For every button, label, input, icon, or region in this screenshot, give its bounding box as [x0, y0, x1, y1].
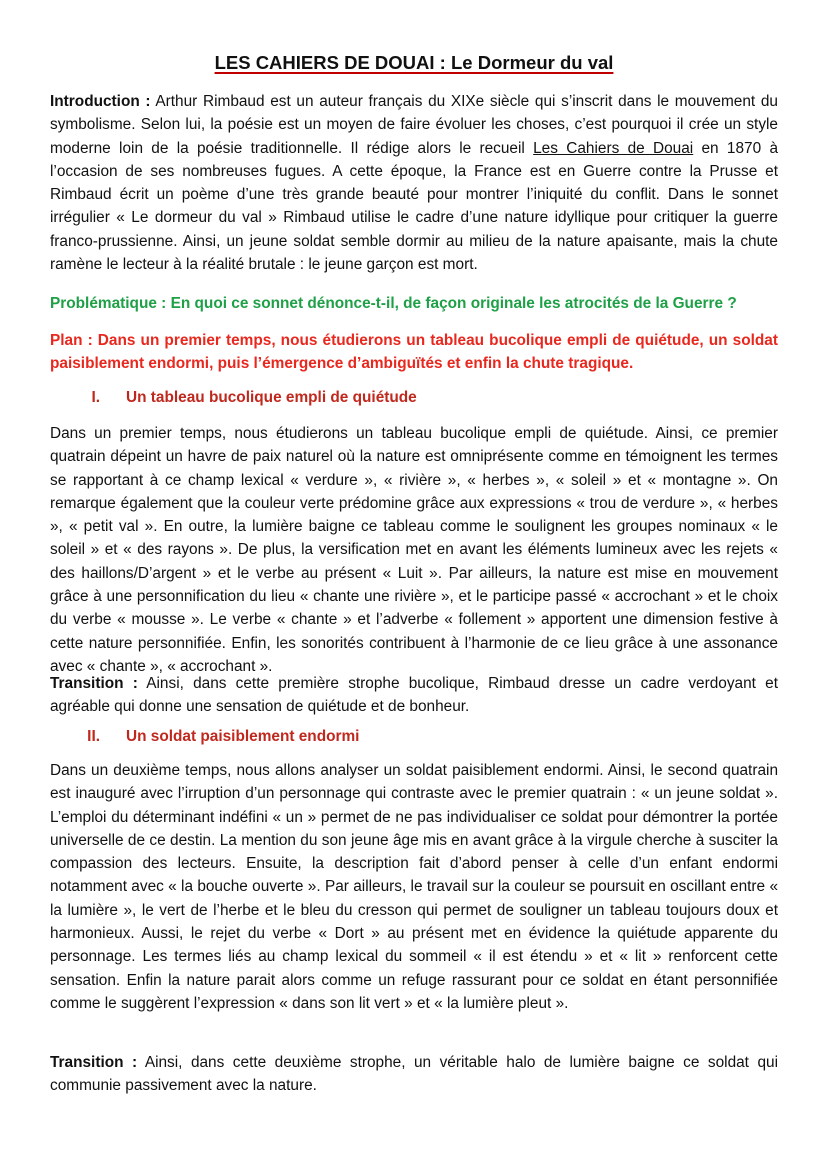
- section-2-transition: [50, 1051, 778, 1098]
- intro-label: Introduction :: [50, 93, 151, 110]
- transition-1-text: Ainsi, dans cette première strophe bucolique, Rimbaud dresse un cadre verdoyant et agréable qui donne une sensation de quiétude et de bonheur.: [50, 675, 778, 716]
- section-1-number: I.: [91, 389, 100, 406]
- intro-text-after: en 1870 à l’occasion de ses nombreuses fugues. A cette époque, la France est en Guerre contre la Prusse et Rimbaud écrit un poème d’une très grande beauté pour montrer l’iniquité du conflit. Dans le sonnet irrégulier « Le dormeur du val » Rimbaud utilise le cadre d’une nature idyllique pour critiquer la guerre franco-prussienne. Ainsi, un jeune soldat semble dormir au milieu de la nature apaisante, mais la chute ramène le lecteur à la réalité brutale : le jeune garçon est mort.: [50, 139, 779, 274]
- section-1-title: Un tableau bucolique empli de quiétude: [126, 389, 417, 406]
- section-1-transition: [50, 672, 778, 719]
- section-2-body: Dans un deuxième temps, nous allons analyser un soldat paisiblement endormi. Ainsi, le second quatrain est inauguré avec l’irruption d’un personnage qui contraste avec le premier quatrain : « un jeune soldat ». L’emploi du déterminant indéfini « un » permet de ne pas individualiser ce soldat pour démontrer la portée universelle de ce destin. La mention du son jeune âge mis en avant grâce à la virgule cherche à susciter la compassion des lecteurs. Ensuite, la description fait d’abord penser à celle d’un enfant endormi notamment avec « la bouche ouverte ». Par ailleurs, le travail sur la couleur se poursuit en oscillant entre « la lumière », le vert de l’herbe et le bleu du cresson qui permet de souligner un tableau toujours doux et harmonieux. Aussi, le rejet du verbe « Dort » au présent met en évidence la quiétude apparente du personnage. Les termes liés au champ lexical du sommeil « il est étendu » et « lit » renforcent cette sensation. Enfin la nature parait alors comme un refuge rassurant pour ce soldat en étant personnifiée comme le suggèrent l’expression « dans son lit vert » et « la lumière pleut ».: [50, 762, 778, 1012]
- page-title: [0, 52, 828, 74]
- problematique: Problématique : En quoi ce sonnet dénonce-t-il, de façon originale les atrocités de la Guerre ?: [50, 295, 737, 312]
- section-1-heading: [50, 387, 417, 409]
- intro-text-before: Arthur Rimbaud est un auteur français du XIXe siècle qui s’inscrit dans le mouvement du symbolisme. Selon lui, la poésie est un moyen de faire évoluer les choses, c’est pourquoi il crée un style moderne loin de la poésie traditionnelle. Il rédige alors le recueil: [50, 93, 778, 157]
- section-2-title: Un soldat paisiblement endormi: [126, 728, 360, 745]
- transition-2-text: Ainsi, dans cette deuxième strophe, un véritable halo de lumière baigne ce soldat qui communie passivement avec la nature.: [50, 1054, 778, 1095]
- transition-1-label: Transition :: [50, 675, 138, 692]
- section-2-number: II.: [87, 728, 100, 745]
- title-text: LES CAHIERS DE DOUAI : Le Dormeur du val: [214, 52, 614, 73]
- plan: Plan : Dans un premier temps, nous étudierons un tableau bucolique empli de quiétude, un soldat paisiblement endormi, puis l’émergence d’ambiguïtés et enfin la chute tragique.: [50, 332, 778, 372]
- section-1-body: Dans un premier temps, nous étudierons un tableau bucolique empli de quiétude. Ainsi, ce premier quatrain dépeint un havre de paix naturel où la nature est omniprésente comme en témoignent les termes se rapportant à ce champ lexical « verdure », « rivière », « herbes », « soleil » et « montagne ». On remarque également que la couleur verte prédomine grâce aux expressions « trou de verdure », « herbes », « petit val ». En outre, la lumière baigne ce tableau comme le soulignent les groupes nominaux « le soleil » et « des rayons ». De plus, la versification met en avant les éléments lumineux avec les rejets « des haillons/D’argent » et le verbe au présent « Luit ». Par ailleurs, la nature est mise en mouvement grâce à une personnification du lieu « chante une rivière », et le participe passé « accrochant » et le choix du verbe « mousse ». Le verbe « chante » et l’adverbe « follement » apportent une dimension festive à cette nature personnifiée. Enfin, les sonorités contribuent à l’harmonie de ce lieu grâce à une assonance avec « chante », « accrochant ».: [50, 425, 778, 675]
- book-title: Les Cahiers de Douai: [533, 139, 694, 157]
- section-2-heading: [50, 726, 359, 748]
- transition-2-label: Transition :: [50, 1054, 138, 1071]
- introduction-paragraph: [50, 90, 778, 276]
